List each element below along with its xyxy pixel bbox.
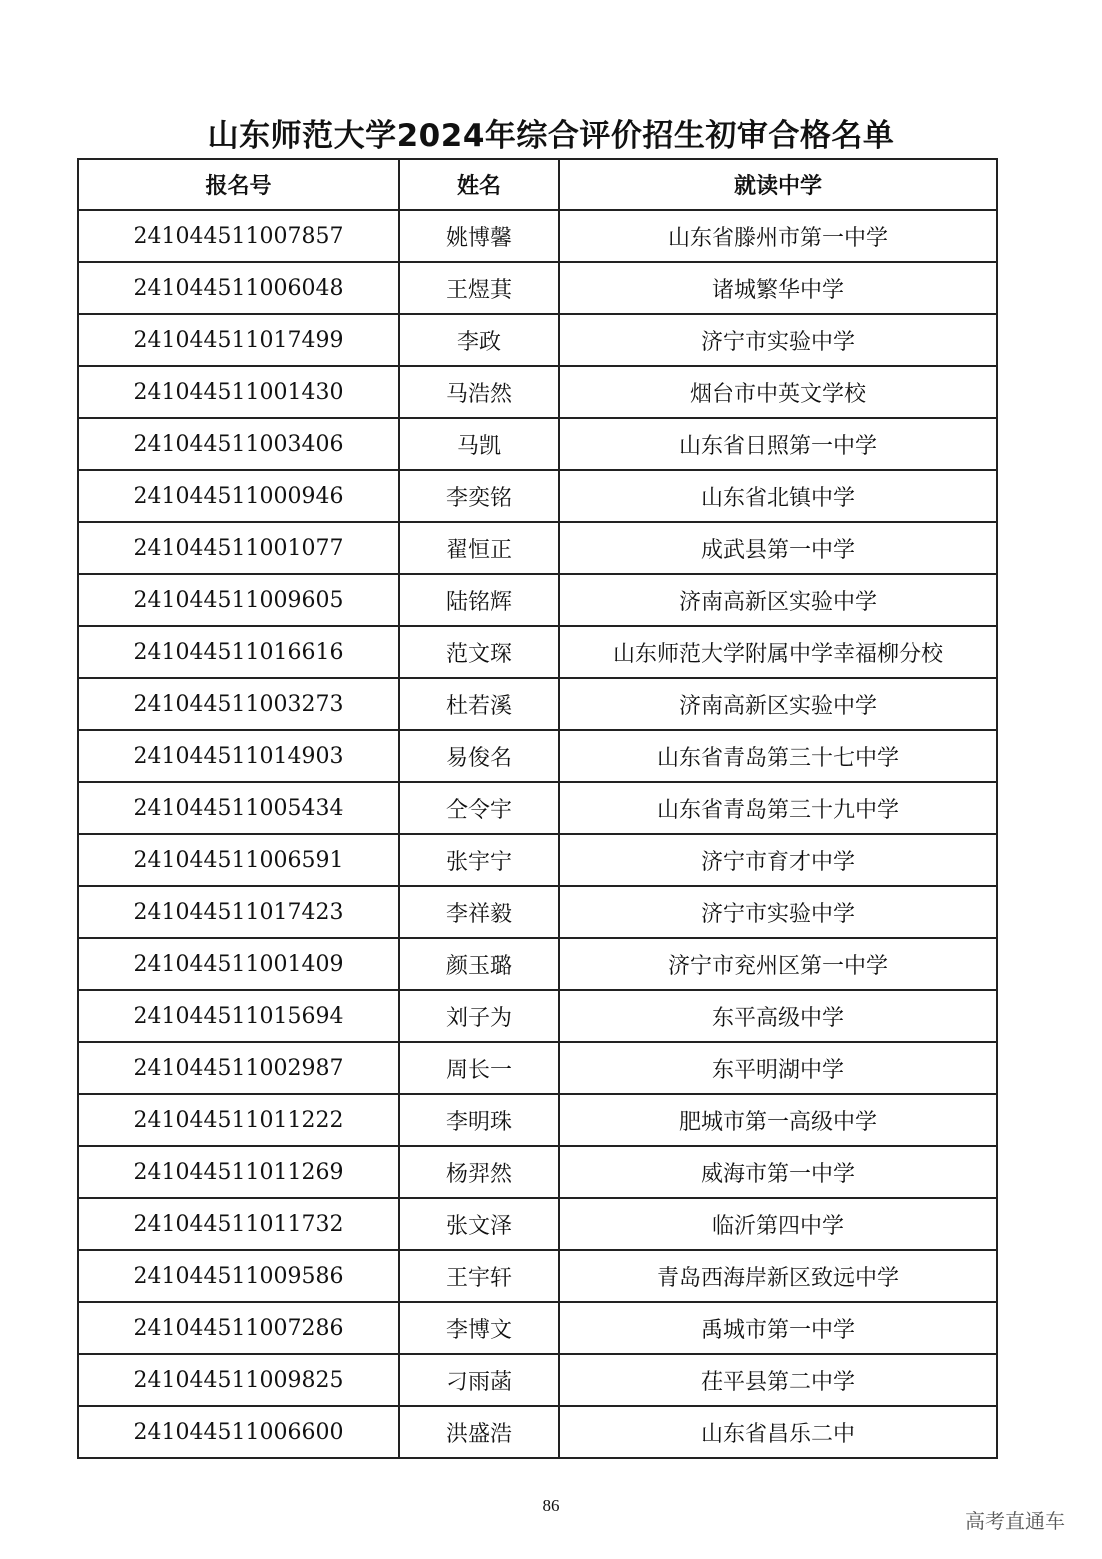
school-name-cell: 东平明湖中学 bbox=[559, 1042, 997, 1094]
registration-number-cell: 241044511017499 bbox=[78, 314, 399, 366]
table-row bbox=[78, 626, 997, 678]
student-name-cell: 周长一 bbox=[399, 1042, 559, 1094]
school-name-cell: 济南高新区实验中学 bbox=[559, 678, 997, 730]
school-name-cell: 济宁市兖州区第一中学 bbox=[559, 938, 997, 990]
student-name-cell: 陆铭辉 bbox=[399, 574, 559, 626]
table-row bbox=[78, 418, 997, 470]
school-name-cell: 威海市第一中学 bbox=[559, 1146, 997, 1198]
school-name-cell: 茌平县第二中学 bbox=[559, 1354, 997, 1406]
page-title: 山东师范大学2024年综合评价招生初审合格名单 bbox=[207, 118, 895, 154]
student-name-cell: 马凯 bbox=[399, 418, 559, 470]
school-name-cell: 山东省滕州市第一中学 bbox=[559, 210, 997, 262]
school-name-cell: 临沂第四中学 bbox=[559, 1198, 997, 1250]
watermark-text: 高考直通车 bbox=[965, 1509, 1065, 1533]
column-header-school: 就读中学 bbox=[559, 159, 997, 210]
registration-number-cell: 241044511011222 bbox=[78, 1094, 399, 1146]
student-name-cell: 姚博馨 bbox=[399, 210, 559, 262]
registration-number-cell: 241044511000946 bbox=[78, 470, 399, 522]
table-row bbox=[78, 210, 997, 262]
registration-number-cell: 241044511006600 bbox=[78, 1406, 399, 1458]
table-row bbox=[78, 678, 997, 730]
registration-number-cell: 241044511005434 bbox=[78, 782, 399, 834]
table-row bbox=[78, 1302, 997, 1354]
table-header-row bbox=[78, 159, 997, 210]
student-name-cell: 范文琛 bbox=[399, 626, 559, 678]
registration-number-cell: 241044511016616 bbox=[78, 626, 399, 678]
registration-number-cell: 241044511002987 bbox=[78, 1042, 399, 1094]
table-row bbox=[78, 1406, 997, 1458]
school-name-cell: 山东省日照第一中学 bbox=[559, 418, 997, 470]
registration-number-cell: 241044511003273 bbox=[78, 678, 399, 730]
school-name-cell: 诸城繁华中学 bbox=[559, 262, 997, 314]
table-row bbox=[78, 730, 997, 782]
table-row bbox=[78, 574, 997, 626]
table-row bbox=[78, 262, 997, 314]
student-name-cell: 李博文 bbox=[399, 1302, 559, 1354]
registration-number-cell: 241044511007286 bbox=[78, 1302, 399, 1354]
registration-number-cell: 241044511001409 bbox=[78, 938, 399, 990]
admission-list-table bbox=[77, 158, 998, 1459]
table-row bbox=[78, 938, 997, 990]
registration-number-cell: 241044511009605 bbox=[78, 574, 399, 626]
school-name-cell: 东平高级中学 bbox=[559, 990, 997, 1042]
student-name-cell: 洪盛浩 bbox=[399, 1406, 559, 1458]
table-row bbox=[78, 1094, 997, 1146]
table-row bbox=[78, 990, 997, 1042]
school-name-cell: 济宁市实验中学 bbox=[559, 886, 997, 938]
school-name-cell: 济宁市育才中学 bbox=[559, 834, 997, 886]
table-row bbox=[78, 1146, 997, 1198]
registration-number-cell: 241044511015694 bbox=[78, 990, 399, 1042]
registration-number-cell: 241044511009825 bbox=[78, 1354, 399, 1406]
table-row bbox=[78, 834, 997, 886]
student-name-cell: 仝令宇 bbox=[399, 782, 559, 834]
registration-number-cell: 241044511014903 bbox=[78, 730, 399, 782]
column-header-registration-number: 报名号 bbox=[78, 159, 399, 210]
registration-number-cell: 241044511003406 bbox=[78, 418, 399, 470]
table-row bbox=[78, 366, 997, 418]
student-name-cell: 刁雨菡 bbox=[399, 1354, 559, 1406]
school-name-cell: 成武县第一中学 bbox=[559, 522, 997, 574]
school-name-cell: 山东师范大学附属中学幸福柳分校 bbox=[559, 626, 997, 678]
school-name-cell: 肥城市第一高级中学 bbox=[559, 1094, 997, 1146]
school-name-cell: 山东省昌乐二中 bbox=[559, 1406, 997, 1458]
student-name-cell: 李政 bbox=[399, 314, 559, 366]
student-name-cell: 马浩然 bbox=[399, 366, 559, 418]
student-name-cell: 翟恒正 bbox=[399, 522, 559, 574]
school-name-cell: 青岛西海岸新区致远中学 bbox=[559, 1250, 997, 1302]
registration-number-cell: 241044511017423 bbox=[78, 886, 399, 938]
student-name-cell: 张文泽 bbox=[399, 1198, 559, 1250]
student-name-cell: 李明珠 bbox=[399, 1094, 559, 1146]
table-body bbox=[78, 210, 997, 1458]
student-name-cell: 王宇轩 bbox=[399, 1250, 559, 1302]
student-name-cell: 刘子为 bbox=[399, 990, 559, 1042]
registration-number-cell: 241044511011269 bbox=[78, 1146, 399, 1198]
column-header-name: 姓名 bbox=[399, 159, 559, 210]
registration-number-cell: 241044511001430 bbox=[78, 366, 399, 418]
table-row bbox=[78, 1198, 997, 1250]
registration-number-cell: 241044511007857 bbox=[78, 210, 399, 262]
table-row bbox=[78, 522, 997, 574]
student-name-cell: 李奕铭 bbox=[399, 470, 559, 522]
table-row bbox=[78, 1354, 997, 1406]
school-name-cell: 山东省北镇中学 bbox=[559, 470, 997, 522]
student-name-cell: 王煜萁 bbox=[399, 262, 559, 314]
school-name-cell: 济南高新区实验中学 bbox=[559, 574, 997, 626]
table-row bbox=[78, 1250, 997, 1302]
registration-number-cell: 241044511009586 bbox=[78, 1250, 399, 1302]
page-number: 86 bbox=[542, 1496, 560, 1515]
registration-number-cell: 241044511006591 bbox=[78, 834, 399, 886]
registration-number-cell: 241044511011732 bbox=[78, 1198, 399, 1250]
table-row bbox=[78, 1042, 997, 1094]
student-name-cell: 易俊名 bbox=[399, 730, 559, 782]
table-row bbox=[78, 314, 997, 366]
student-name-cell: 李祥毅 bbox=[399, 886, 559, 938]
student-name-cell: 杨羿然 bbox=[399, 1146, 559, 1198]
table-row bbox=[78, 470, 997, 522]
student-name-cell: 张宇宁 bbox=[399, 834, 559, 886]
table-row bbox=[78, 782, 997, 834]
school-name-cell: 济宁市实验中学 bbox=[559, 314, 997, 366]
registration-number-cell: 241044511001077 bbox=[78, 522, 399, 574]
student-name-cell: 颜玉璐 bbox=[399, 938, 559, 990]
school-name-cell: 山东省青岛第三十九中学 bbox=[559, 782, 997, 834]
school-name-cell: 山东省青岛第三十七中学 bbox=[559, 730, 997, 782]
student-name-cell: 杜若溪 bbox=[399, 678, 559, 730]
school-name-cell: 烟台市中英文学校 bbox=[559, 366, 997, 418]
registration-number-cell: 241044511006048 bbox=[78, 262, 399, 314]
school-name-cell: 禹城市第一中学 bbox=[559, 1302, 997, 1354]
table-row bbox=[78, 886, 997, 938]
